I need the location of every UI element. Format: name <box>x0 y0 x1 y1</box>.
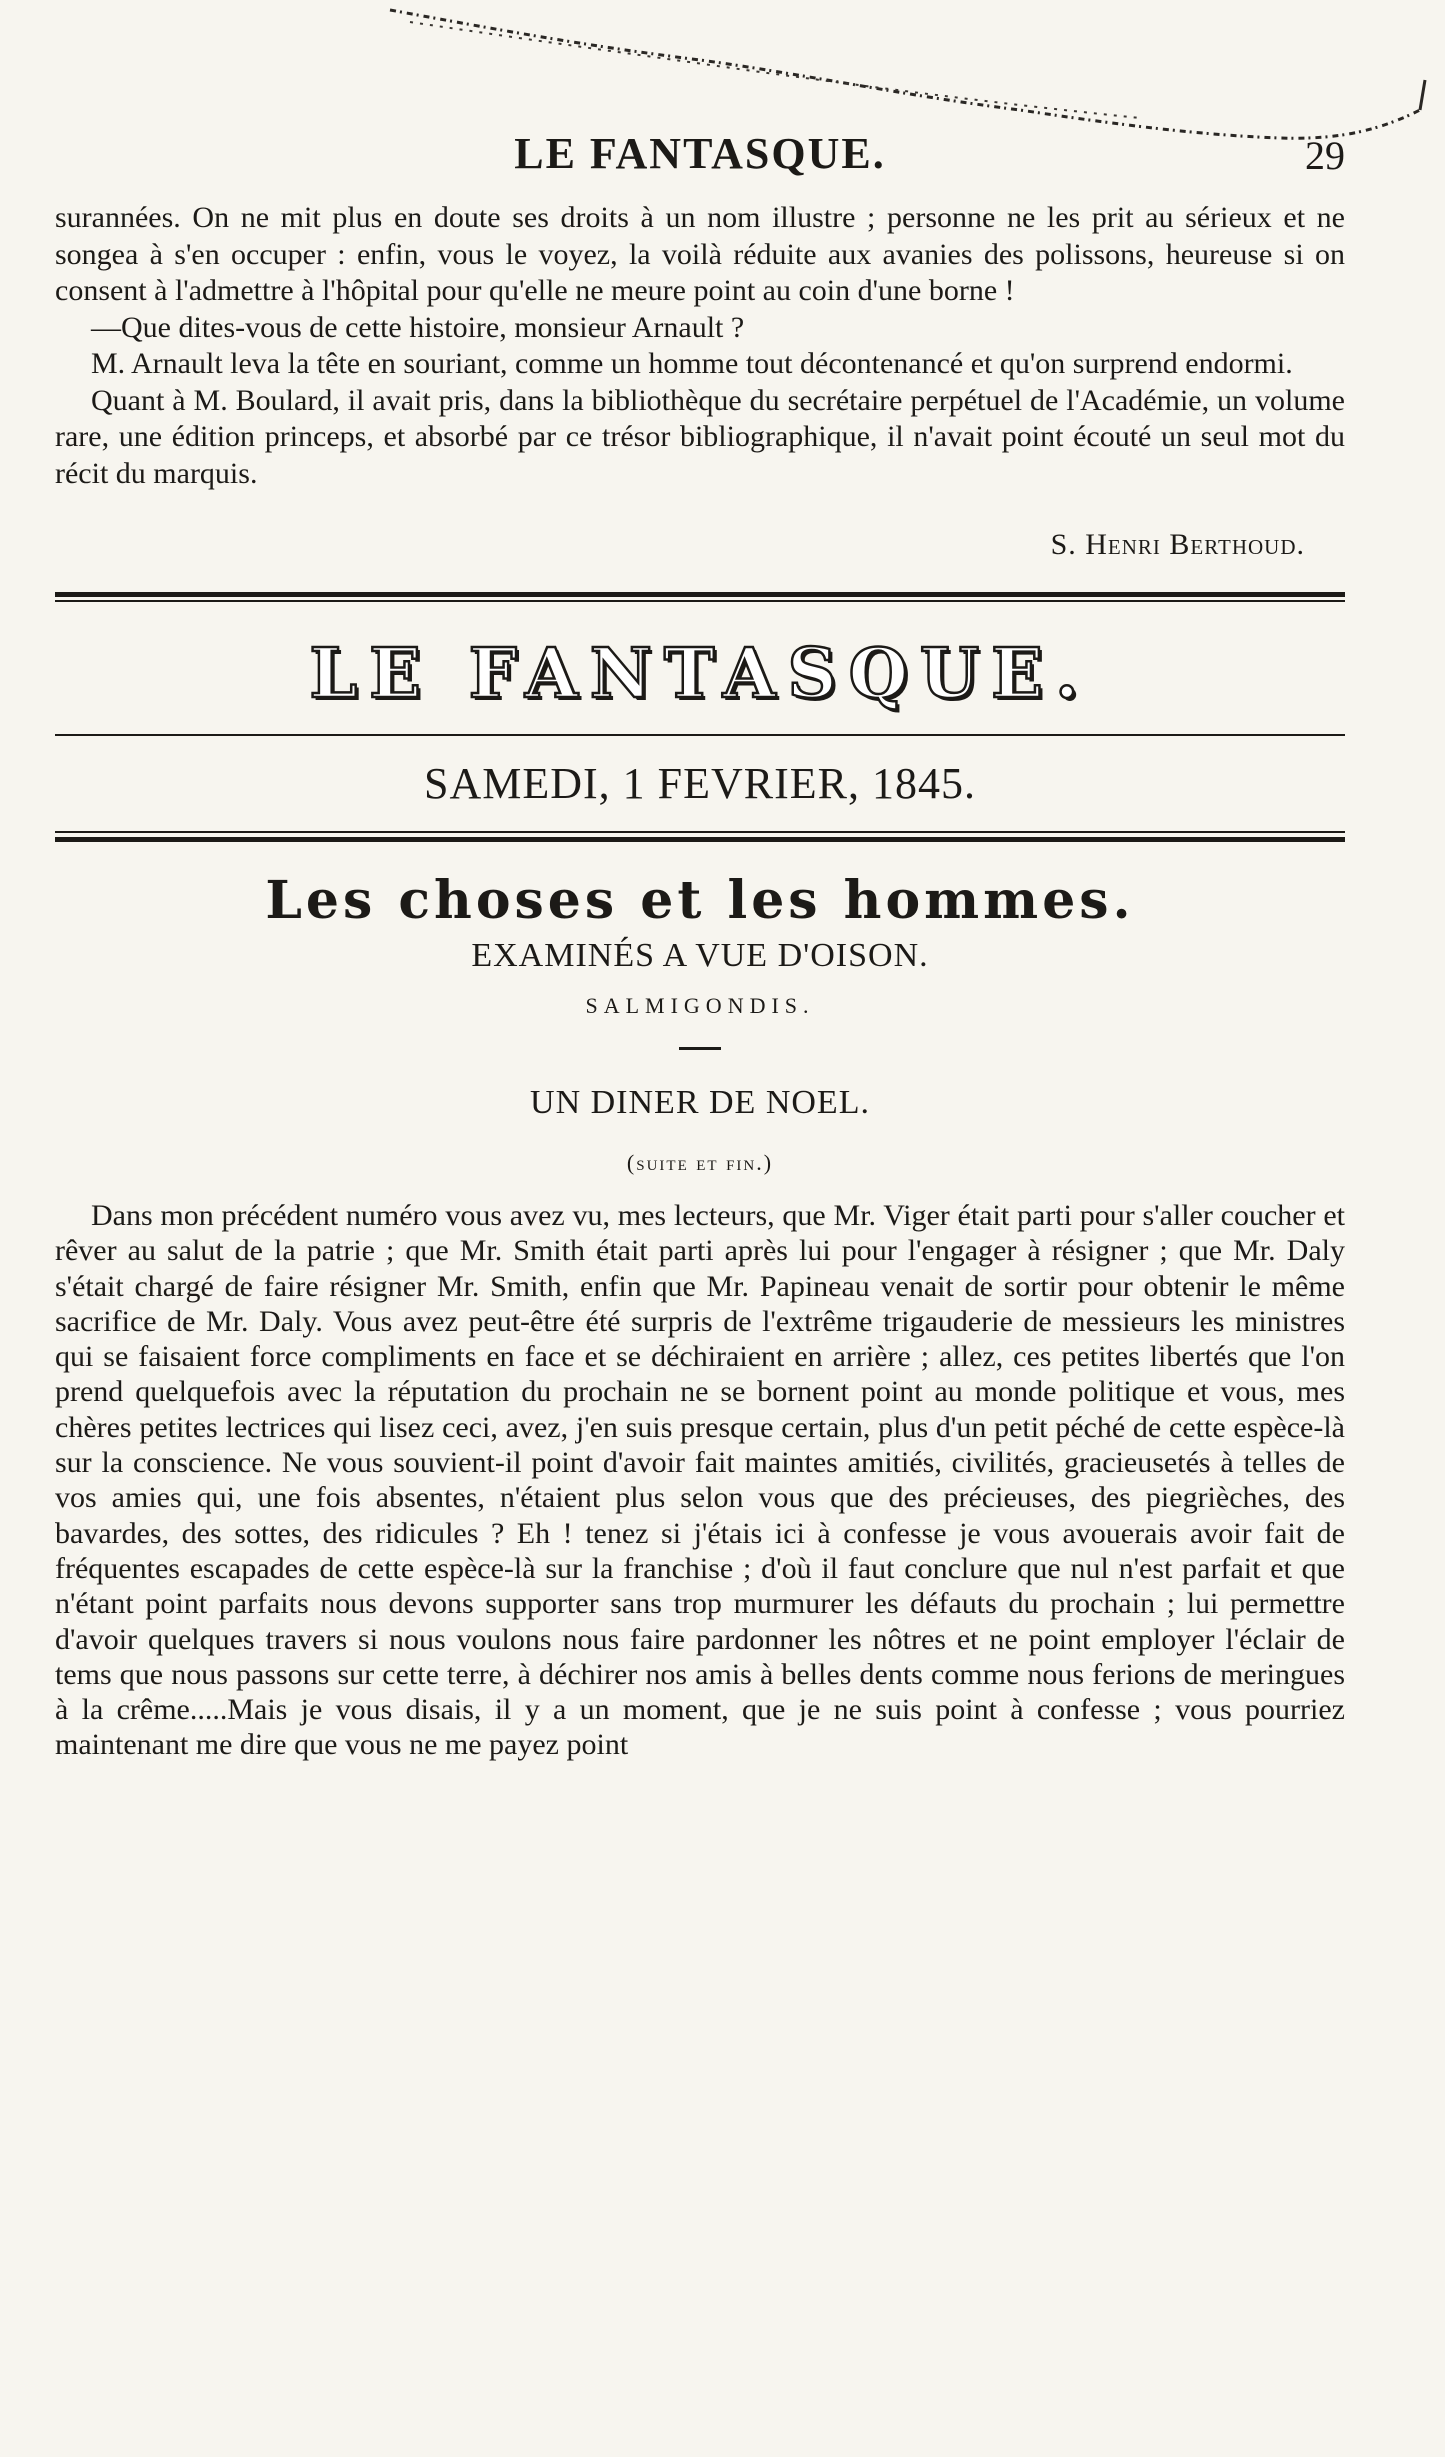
paragraph: M. Arnault leva la tête en souriant, comme un homme tout décontenancé et qu'on surprend endormi. <box>91 347 1293 380</box>
running-header <box>55 120 1345 200</box>
previous-article <box>55 200 1345 562</box>
paragraph: Dans mon précédent numéro vous avez vu, mes lecteurs, que Mr. Viger était parti pour s'aller coucher et rêver au salut de la patrie ; que Mr. Smith était parti après lui pour l'engager à résigner ; que Mr. Daly s'était chargé de faire résigner Mr. Smith, enfin que Mr. Papineau venait de sortir pour obtenir le même sacrifice de Mr. Daly. Vous avez peut-être été surpris de l'extrême trigauderie de messieurs les ministres qui se faisaient force compliments en face et se déchiraient en arrière ; allez, ces petites libertés que l'on prend quelquefois avec la réputation du prochain ne se bornent point au monde politique et vous, mes chères petites lectrices qui lisez ceci, avez, j'en suis presque certain, plus d'un petit péché de cette espèce-là sur la conscience. Ne vous souvient-il point d'avoir fait maintes amitiés, civilités, gracieusetés à telles de vos amies qui, une fois absentes, n'étaient plus selon vous que des précieuses, des piegrièches, des bavardes, des sottes, des ridicules ? Eh ! tenez si j'étais ici à confesse je vous avouerais avoir fait de fréquentes escapades de cette espèce-là sur la franchise ; d'où il faut conclure que nul n'est parfait et que n'étant point parfaits nous devons supporter sans trop murmurer les défauts du prochain ; lui permettre d'avoir quelques travers si nous voulons nous faire pardonner les nôtres et ne point employer l'éclair de tems que nous passons sur cette terre, à déchirer nos amis à belles dents comme nous ferions de meringues à la crême.....Mais je vous disais, il y a un moment, que je ne suis point à confesse ; vous pourriez maintenant me dire que vous ne me payez point <box>55 1199 1345 1762</box>
divider-rule <box>55 734 1345 736</box>
section-title: Les choses et les hommes. <box>265 870 1135 931</box>
paragraph: surannées. On ne mit plus en doute ses droits à un nom illustre ; personne ne les prit au sérieux et ne songea à s'en occuper : enfin, vous le voyez, la voilà réduite aux avanies des polissons, heureuse si on consent à l'admettre à l'hôpital pour qu'elle ne meure point au coin d'une borne ! <box>55 201 1345 307</box>
masthead-title: LE FANTASQUE. <box>309 634 1091 714</box>
page-number: 29 <box>1305 133 1345 178</box>
separator-dash <box>679 1047 721 1050</box>
divider-rule <box>55 831 1345 842</box>
running-title: LE FANTASQUE. <box>514 129 886 178</box>
page <box>55 120 1345 1763</box>
paragraph: —Que dites-vous de cette histoire, monsieur Arnault ? <box>91 310 745 344</box>
paragraph: Quant à M. Boulard, il avait pris, dans la bibliothèque du secrétaire perpétuel de l'Académie, un volume rare, une édition princeps, et absorbé par ce trésor bibliographique, il n'avait point écouté un seul mot du récit du marquis. <box>55 383 1345 490</box>
section-tag: SALMIGONDIS. <box>585 993 815 1018</box>
article-note: (suite et fin.) <box>626 1150 774 1175</box>
author-signature: S. Henri Berthoud. <box>1050 528 1305 561</box>
divider-rule <box>55 592 1345 602</box>
article-title: UN DINER DE NOEL. <box>530 1084 870 1121</box>
issue-date: SAMEDI, 1 FEVRIER, 1845. <box>423 759 977 808</box>
article-body <box>55 1198 1345 1763</box>
section-subtitle: EXAMINÉS A VUE D'OISON. <box>471 937 929 974</box>
